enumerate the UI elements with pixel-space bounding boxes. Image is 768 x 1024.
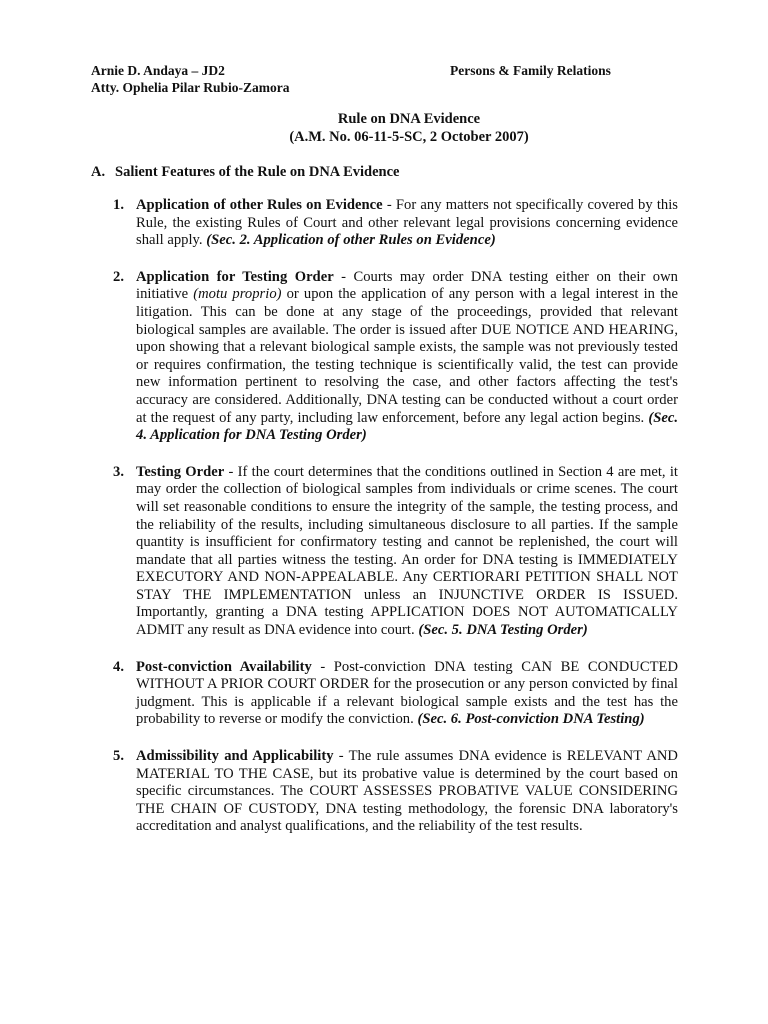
list-item [107,659,678,729]
document-title-block [0,110,768,146]
item-body: - If the court determines that the conditions outlined in Section 4 are met, it may order the collection of biological samples from individuals or crime scenes. The court will set reasonable conditions to ensure the integrity of the sample, the testing process, and the reliability of the results, including simultaneous disclosure to all parties. If the sample quantity is insufficient for confirmatory testing and cannot be replenished, the court will mandate that all parties witness the testing. An order for DNA testing is IMMEDIATELY EXECUTORY AND NON-APPEALABLE. Any CERTIORARI PETITION SHALL NOT STAY THE IMPLEMENTATION unless an INJUNCTIVE ORDER IS ISSUED. Importantly, granting a DNA testing APPLICATION DOES NOT AUTOMATICALLY ADMIT any result as DNA evidence into court. [136,463,678,639]
item-citation: (Sec. 5. DNA Testing Order) [418,622,588,639]
list-item [107,197,678,250]
item-term: Post-conviction Availability [136,658,312,675]
item-number: 2. [113,268,124,285]
item-term: Application of other Rules on Evidence [136,197,383,213]
item-citation: (Sec. 4. Application for DNA Testing Order) [136,409,678,444]
section-heading [91,164,400,181]
document-subtitle: (A.M. No. 06-11-5-SC, 2 October 2007) [289,129,529,145]
item-italic-phrase: (motu proprio) [193,286,282,303]
list-item [107,748,678,836]
item-number: 4. [113,658,124,675]
features-list [107,197,678,855]
course-name: Persons & Family Relations [450,63,611,78]
section-letter: A. [91,164,106,180]
item-number: 5. [113,748,124,765]
section-title: Salient Features of the Rule on DNA Evidence [115,164,400,180]
item-body: - Courts may order DNA testing either on their own initiative [136,268,678,303]
document-title: Rule on DNA Evidence [337,111,481,127]
item-term: Testing Order [136,463,225,480]
header-left [91,62,290,96]
list-item [107,464,678,640]
item-term: Application for Testing Order [136,268,334,285]
item-term: Admissibility and Applicability [136,748,334,765]
item-body-continued: or upon the application of any person with a legal interest in the litigation. This can be done at any stage of the proceedings, provided that relevant biological samples are available. The order is issued after DUE NOTICE AND HEARING, upon showing that a relevant biological sample exists, the sample was not previously tested or requires confirmation, the testing technique is scientifically valid, the test can provide new information pertinent to resolving the case, and other factors affecting the test's accuracy are considered. Additionally, DNA testing can be conducted without a court order at the request of any party, including law enforcement, before any legal action begins. [136,286,678,426]
item-body: - The rule assumes DNA evidence is RELEVANT AND MATERIAL TO THE CASE, but its probative value is determined by the court based on specific circumstances. The COURT ASSESSES PROBATIVE VALUE CONSIDERING THE CHAIN OF CUSTODY, DNA testing methodology, the forensic DNA laboratory's accreditation and analyst qualifications, and the reliability of the test results. [136,748,678,835]
author-line: Arnie D. Andaya – JD2 [91,63,225,78]
item-body: - Post-conviction DNA testing CAN BE CONDUCTED WITHOUT A PRIOR COURT ORDER for the prosecution or any person convicted by final judgment. This is applicable if a relevant biological sample exists and the test has the probability to reverse or modify the conviction. [136,658,678,728]
item-citation: (Sec. 6. Post-conviction DNA Testing) [417,711,645,728]
item-citation: (Sec. 2. Application of other Rules on Evidence) [206,232,496,249]
item-number: 1. [113,197,124,213]
item-number: 3. [113,463,124,480]
list-item [107,269,678,445]
professor-line: Atty. Ophelia Pilar Rubio-Zamora [91,80,290,95]
item-body: - For any matters not specifically covered by this Rule, the existing Rules of Court and other relevant legal provisions concerning evidence shall apply. [136,197,678,249]
